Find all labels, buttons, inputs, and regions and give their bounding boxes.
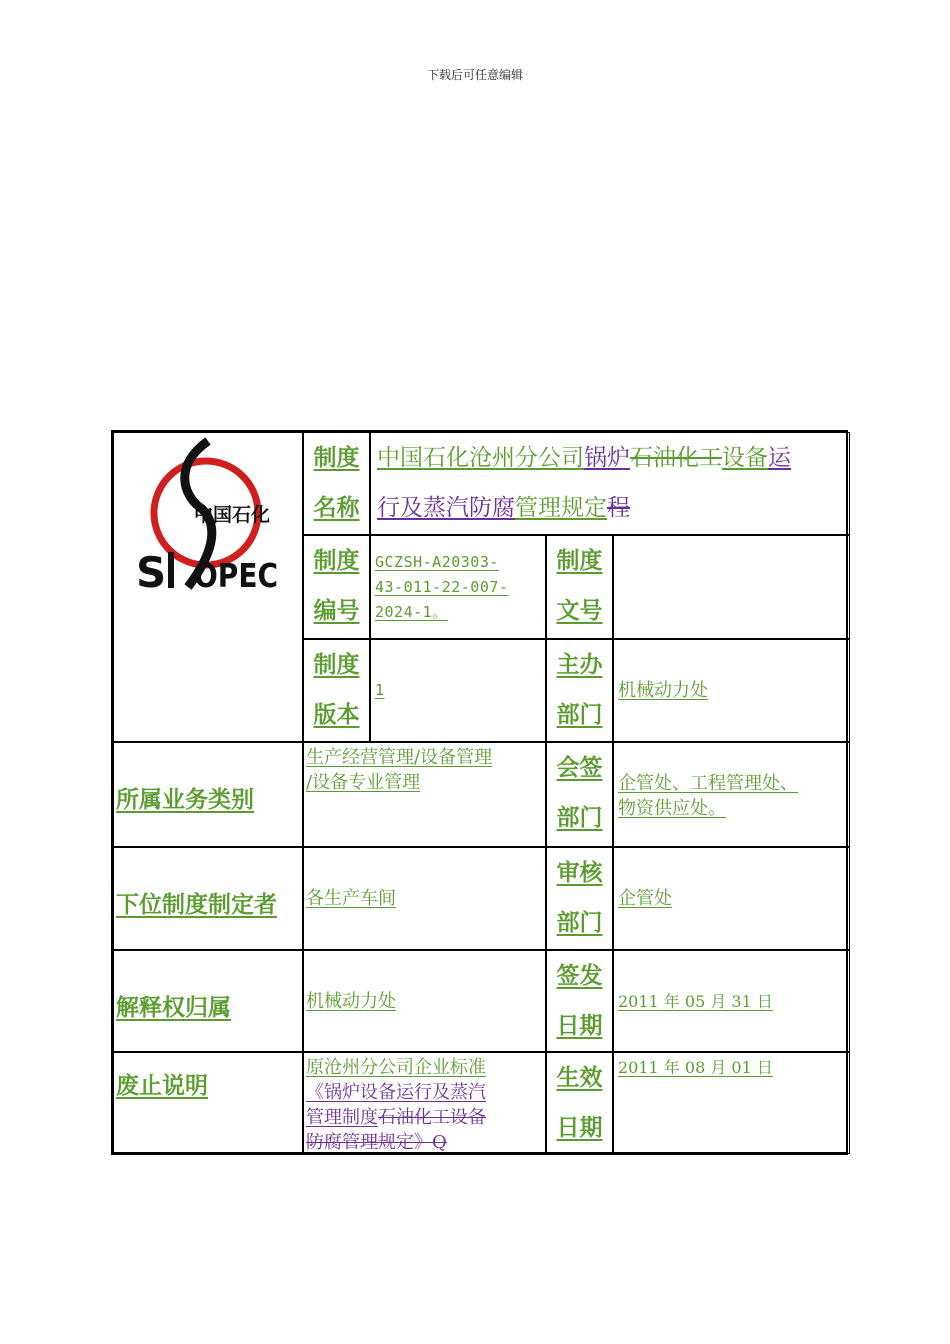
svg-text:中国石化: 中国石化 xyxy=(194,504,271,526)
value-review-department: 企管处 xyxy=(613,847,850,950)
label-system-version: 制度 版本 xyxy=(303,639,370,742)
svg-text:S: S xyxy=(136,548,167,595)
value-document-number xyxy=(613,535,850,639)
value-system-code: GCZSH-A20303- 43-011-22-007- 2024-1。 xyxy=(370,535,546,639)
label-business-category: 所属业务类别 xyxy=(113,742,303,847)
label-issue-date: 签发 日期 xyxy=(546,950,613,1052)
value-cosign-department: 企管处、工程管理处、 物资供应处。 xyxy=(613,742,850,847)
value-host-department: 机械动力处 xyxy=(613,639,850,742)
logo-cell xyxy=(113,432,303,742)
label-system-code: 制度 编号 xyxy=(303,535,370,639)
value-abolition-note: 原沧州分公司企业标准 《锅炉设备运行及蒸汽 管理制度石油化工设备 防腐管理规定》Q xyxy=(303,1052,546,1154)
value-effective-date: 2011 年 08 月 01 日 xyxy=(613,1052,850,1154)
value-lower-system-maker: 各生产车间 xyxy=(303,847,546,950)
label-host-department: 主办 部门 xyxy=(546,639,613,742)
label-review-department: 审核 部门 xyxy=(546,847,613,950)
value-business-category: 生产经营管理/设备管理 /设备专业管理 xyxy=(303,742,546,847)
value-system-version: 1 xyxy=(370,639,546,742)
label-document-number: 制度 文号 xyxy=(546,535,613,639)
label-interpretation-right: 解释权归属 xyxy=(113,950,303,1052)
label-abolition-note: 废止说明 xyxy=(113,1052,303,1154)
label-effective-date: 生效 日期 xyxy=(546,1052,613,1154)
regulation-info-table xyxy=(111,430,848,1155)
label-lower-system-maker: 下位制度制定者 xyxy=(113,847,303,950)
value-issue-date: 2011 年 05 月 31 日 xyxy=(613,950,850,1052)
value-system-name: 中国石化沧州分公司锅炉石油化工设备运 行及蒸汽防腐管理规定程 xyxy=(370,432,850,535)
label-cosign-department: 会签 部门 xyxy=(546,742,613,847)
label-system-name: 制度 名称 xyxy=(303,432,370,535)
header-note: 下载后可任意编辑 xyxy=(426,68,523,82)
value-interpretation-right: 机械动力处 xyxy=(303,950,546,1052)
svg-text:OPEC: OPEC xyxy=(194,556,278,595)
sinopec-logo xyxy=(134,435,284,595)
